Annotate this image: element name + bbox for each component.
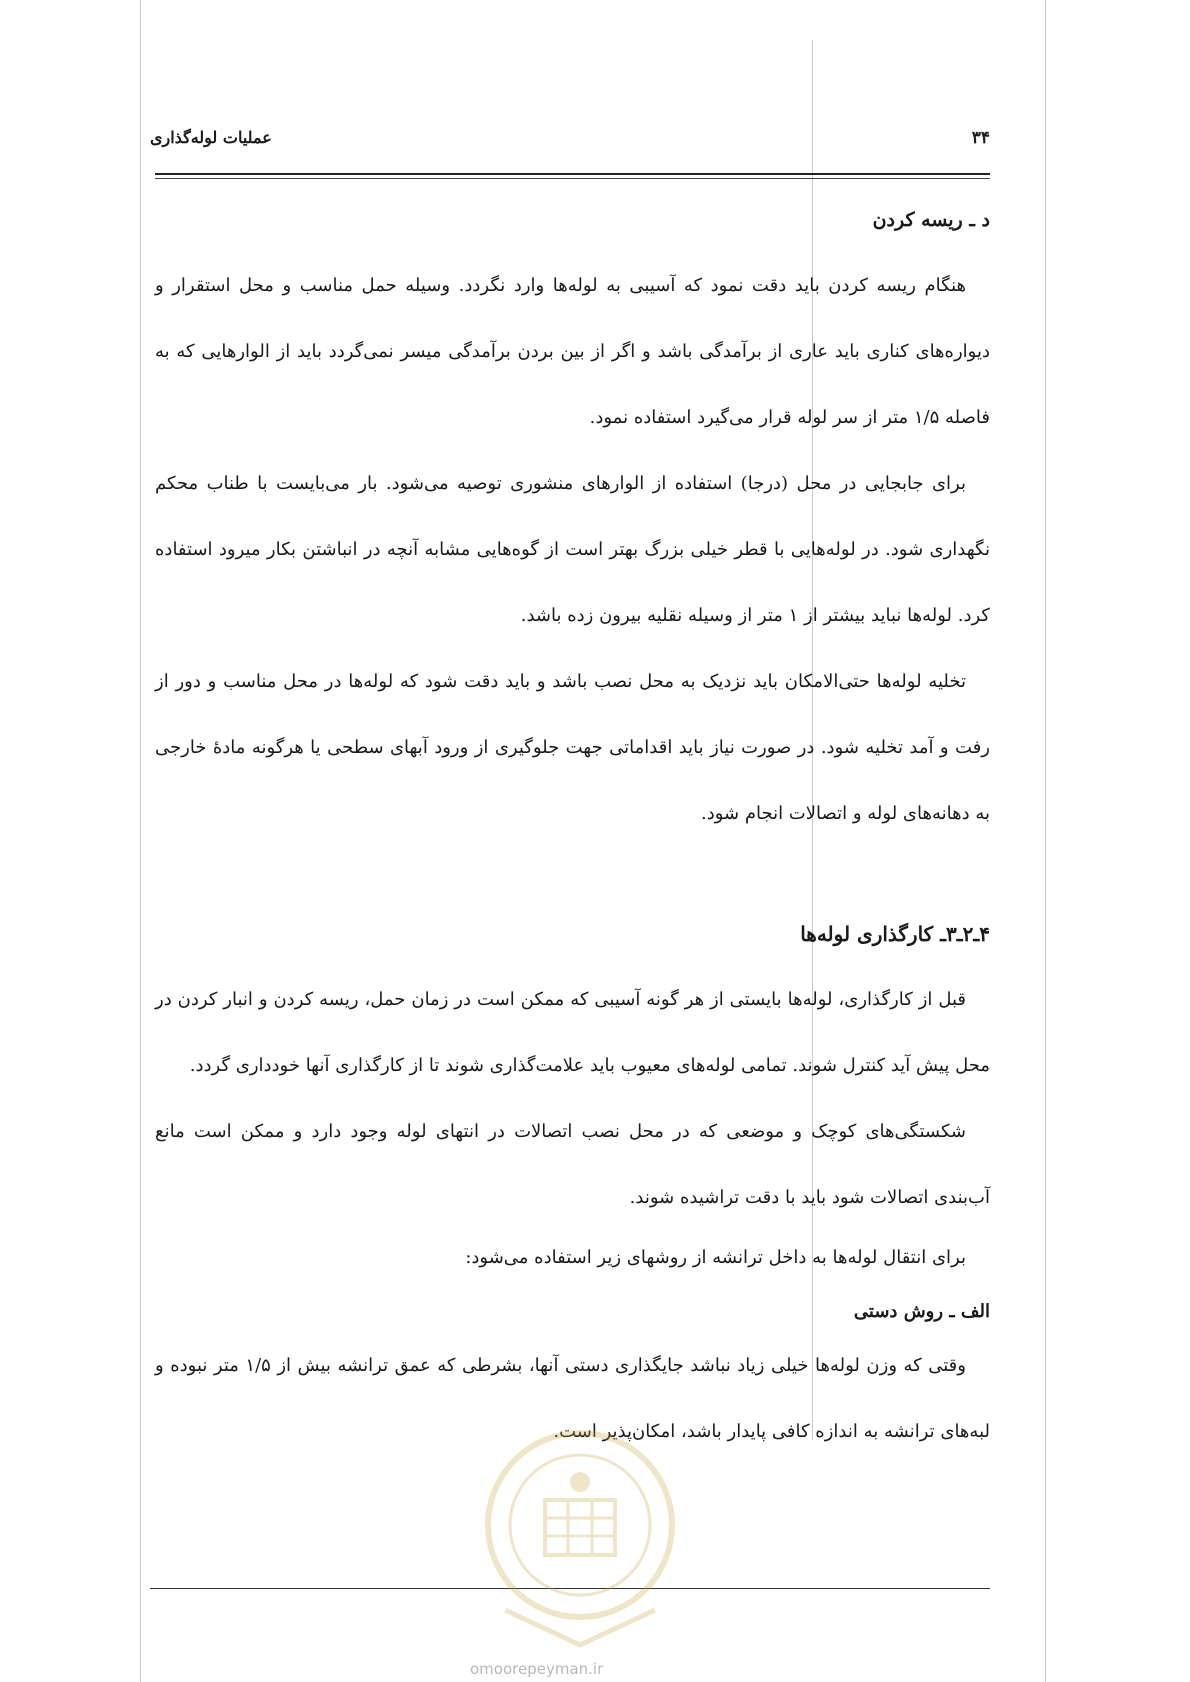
watermark-url: omoorepeyman.ir: [470, 1660, 604, 1678]
sub-heading-manual-method: الف ـ روش دستی: [853, 1301, 990, 1322]
page-number: ۳۴: [971, 128, 990, 148]
paragraph: برای انتقال لوله‌ها به داخل ترانشه از روشهای زیر استفاده می‌شود:: [465, 1247, 966, 1268]
paragraph: هنگام ریسه کردن باید دقت نمود که آسیبی به لوله‌ها وارد نگردد. وسیله حمل مناسب و محل استقرار و دیواره‌های کناری باید عاری از برآمدگی باشد و اگر از بین بردن برآمدگی میسر نمی‌گردد باید از الوارهایی که به فاصله ۱/۵ متر از سر لوله قرار می‌گیرد استفاده نمود.: [155, 275, 990, 428]
header-rule-thin: [155, 178, 990, 179]
footer-rule: [150, 1588, 990, 1589]
paragraph: شکستگی‌های کوچک و موضعی که در محل نصب اتصالات در انتهای لوله وجود دارد و ممکن است مانع آب‌بندی اتصالات شود باید با دقت تراشیده شوند.: [155, 1121, 990, 1208]
paragraph: وقتی که وزن لوله‌ها خیلی زیاد نباشد جایگذاری دستی آنها، بشرطی که عمق ترانشه بیش از ۱/۵ متر نبوده و لبه‌های ترانشه به اندازه کافی پایدار باشد، امکان‌پذیر است.: [155, 1355, 990, 1442]
page-header: [150, 128, 990, 158]
document-body: [155, 205, 990, 1465]
section-heading-pipe-installation: ۴ـ۲ـ۳ـ کارگذاری لوله‌ها: [800, 922, 990, 946]
paragraph: قبل از کارگذاری، لوله‌ها بایستی از هر گونه آسیبی که ممکن است در زمان حمل، ریسه کردن و انبار کردن در محل پیش آید کنترل شوند. تمامی لوله‌های معیوب باید علامت‌گذاری شوند تا از کارگذاری آنها خودداری گردد.: [155, 989, 990, 1076]
paragraph: تخلیه لوله‌ها حتی‌الامکان باید نزدیک به محل نصب باشد و باید دقت شود که لوله‌ها در محل مناسب و دور از رفت و آمد تخلیه شود. در صورت نیاز باید اقداماتی جهت جلوگیری از ورود آبهای سطحی یا هرگونه مادهٔ خارجی به دهانه‌های لوله و اتصالات انجام شود.: [155, 671, 990, 824]
header-rule-thick: [155, 173, 990, 175]
running-title: عملیات لوله‌گذاری: [150, 128, 272, 147]
scan-artifact-line: [140, 0, 141, 1682]
paragraph: برای جابجایی در محل (درجا) استفاده از الوارهای منشوری توصیه می‌شود. بار می‌بایست با طناب محکم نگهداری شود. در لوله‌هایی با قطر خیلی بزرگ بهتر است از گوه‌هایی مشابه آنچه در انباشتن بکار میرود استفاده کرد. لوله‌ها نباید بیشتر از ۱ متر از وسیله نقلیه بیرون زده باشد.: [155, 473, 990, 626]
scan-artifact-line: [1045, 0, 1046, 1682]
section-heading-riseh-kardan: د ـ ریسه کردن: [872, 209, 990, 231]
